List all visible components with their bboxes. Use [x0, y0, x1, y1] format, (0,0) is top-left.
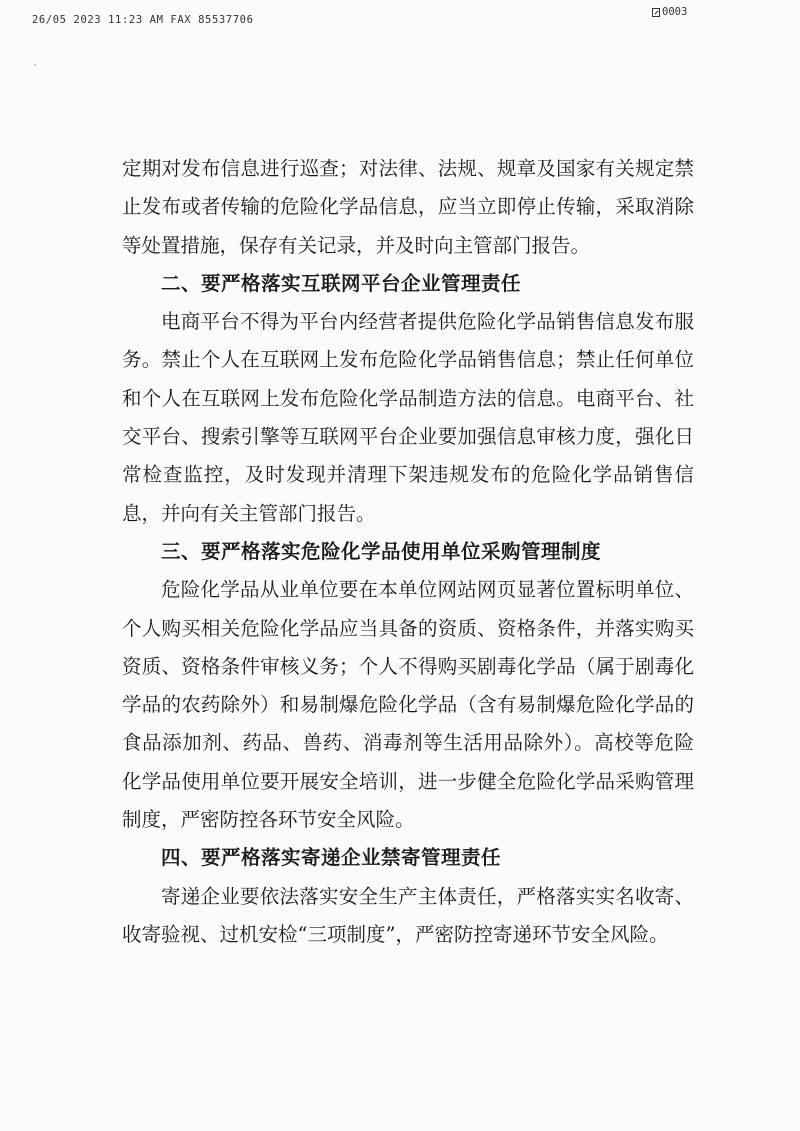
scan-speck: [34, 64, 36, 66]
section-heading-4: 四、要严格落实寄递企业禁寄管理责任: [161, 846, 502, 870]
page-number-text: 0003: [662, 6, 688, 18]
paragraph-section-4: 寄递企业要依法落实安全生产主体责任，严格落实实名收寄、收寄验视、过机安检“三项制度”，严密防控寄递环节安全风险。: [122, 884, 694, 946]
section-heading-3: 三、要严格落实危险化学品使用单位采购管理制度: [161, 539, 602, 563]
paragraph-continued: 定期对发布信息进行巡查；对法律、法规、规章及国家有关规定禁止发布或者传输的危险化学品信息，应当立即停止传输，采取消除等处置措施，保存有关记录，并及时向主管部门报告。: [122, 157, 694, 257]
document-body: [122, 150, 694, 954]
section-heading-2: 二、要严格落实互联网平台企业管理责任: [161, 271, 522, 295]
document-box-icon: [652, 8, 660, 17]
fax-page-number: [652, 6, 687, 18]
paragraph-section-2: 电商平台不得为平台内经营者提供危险化学品销售信息发布服务。禁止个人在互联网上发布危险化学品销售信息；禁止任何单位和个人在互联网上发布危险化学品制造方法的信息。电商平台、社交平台、搜索引擎等互联网平台企业要加强信息审核力度，强化日常检查监控，及时发现并清理下架违规发布的危险化学品销售信息，并向有关主管部门报告。: [122, 310, 694, 525]
fax-header: 26/05 2023 11:23 AM FAX 85537706: [32, 14, 254, 26]
paragraph-section-3: 危险化学品从业单位要在本单位网站网页显著位置标明单位、个人购买相关危险化学品应当具备的资质、资格条件，并落实购买资质、资格条件审核义务；个人不得购买剧毒化学品（属于剧毒化学品的农药除外）和易制爆危险化学品（含有易制爆危险化学品的食品添加剂、药品、兽药、消毒剂等生活用品除外）。高校等危险化学品使用单位要开展安全培训，进一步健全危险化学品采购管理制度，严密防控各环节安全风险。: [122, 578, 694, 832]
